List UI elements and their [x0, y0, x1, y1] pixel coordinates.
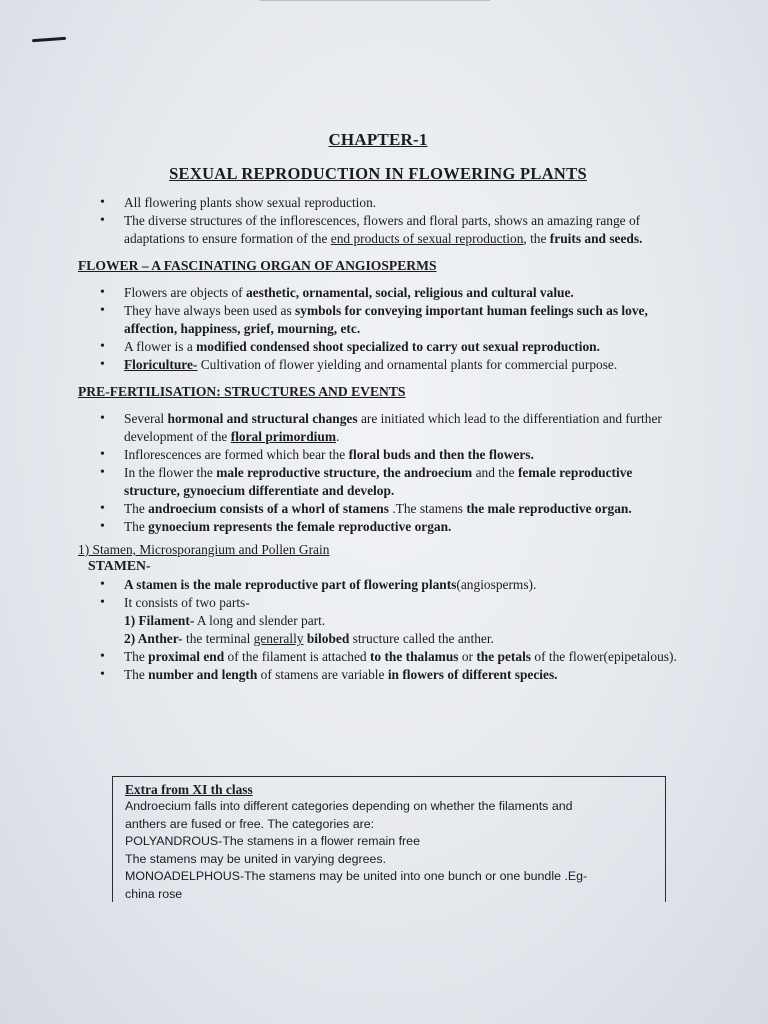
extra-line: The stamens may be united in varying degrees. — [125, 851, 387, 866]
stamen-part-1 — [78, 612, 678, 630]
point-bold: male reproductive structure, the androecium — [216, 465, 473, 480]
point-text: The — [124, 667, 149, 682]
point-bold: in flowers of different species. — [387, 667, 558, 682]
stamen-heading-text: 1) Stamen, Microsporangium and Pollen Grain — [78, 542, 330, 557]
list-item — [78, 500, 678, 518]
point-text: They have always been used as — [124, 303, 296, 318]
point-bold: Floriculture- — [124, 357, 198, 372]
list-item — [78, 464, 678, 500]
list-item — [78, 518, 678, 536]
point-bold: modified condensed shoot specialized to carry out sexual reproduction. — [196, 339, 600, 354]
list-item — [78, 594, 678, 612]
part-label: 2) Anther- — [124, 631, 183, 646]
point-text: (angiosperms). — [456, 577, 537, 592]
extra-info-box — [112, 776, 666, 902]
part-text: A long and slender part. — [194, 613, 326, 628]
intro-list — [78, 194, 678, 248]
intro-point-text: , the — [523, 231, 550, 246]
point-bold: to the thalamus — [369, 649, 459, 664]
extra-box-title: Extra from XI th class — [125, 782, 253, 797]
part-text: structure called the anther. — [349, 631, 494, 646]
point-text: .The stamens — [388, 501, 467, 516]
list-item — [78, 356, 678, 374]
stamen-subheading: STAMEN- — [88, 558, 151, 573]
point-bold: androecium consists of a whorl of stamens — [148, 501, 389, 516]
stamen-list — [78, 576, 678, 612]
extra-line: china rose — [125, 886, 183, 901]
list-item — [78, 284, 678, 302]
part-text-underlined: generally — [253, 631, 304, 646]
term-label: MONOADELPHOUS- — [125, 869, 245, 883]
point-bold: aesthetic, ornamental, social, religious and cultural value. — [245, 285, 574, 300]
point-bold: the petals — [476, 649, 532, 664]
point-text: It consists of two parts- — [124, 595, 250, 610]
list-item — [78, 648, 678, 666]
point-text: Cultivation of flower yielding and ornamental plants for commercial purpose. — [197, 357, 618, 372]
point-text: The — [124, 649, 149, 664]
point-text: Inflorescences are formed which bear the — [124, 447, 349, 462]
term-text: The stamens may be united into one bunch or one bundle .Eg- — [244, 869, 588, 883]
point-bold: gynoecium represents the female reproductive organ. — [148, 519, 452, 534]
point-bold: female reproductive structure, gynoecium differentiate and develop. — [124, 465, 633, 498]
list-item — [78, 302, 678, 338]
section-heading-stamen — [78, 542, 678, 558]
section-heading-flower: FLOWER – A FASCINATING ORGAN OF ANGIOSPERMS — [78, 258, 437, 273]
extra-line: Androecium falls into different categories depending on whether the filaments and — [125, 799, 573, 813]
intro-point-bold: fruits and seeds. — [549, 231, 643, 246]
point-bold: the male reproductive organ. — [466, 501, 632, 516]
point-text: Flowers are objects of — [124, 285, 246, 300]
part-label: 1) Filament- — [124, 613, 195, 628]
chapter-title: SEXUAL REPRODUCTION IN FLOWERING PLANTS — [169, 164, 587, 183]
point-bold-underlined: floral primordium — [230, 429, 336, 444]
point-bold: hormonal and structural changes — [167, 411, 358, 426]
list-item — [78, 194, 678, 212]
point-text: Several — [124, 411, 168, 426]
flower-list — [78, 284, 678, 374]
point-bold: symbols for conveying important human feelings such as love, affection, happiness, grief, mourning, etc. — [124, 303, 648, 336]
point-text: and the — [472, 465, 518, 480]
part-bold: bilobed — [306, 631, 350, 646]
point-bold: A stamen — [124, 577, 181, 592]
point-text: of the filament is attached — [224, 649, 370, 664]
document-body — [78, 130, 678, 684]
page-edge-line — [260, 0, 490, 1]
point-text: The — [124, 501, 149, 516]
intro-point-text: All flowering plants show sexual reproduction. — [124, 195, 377, 210]
point-text: In the flower the — [124, 465, 217, 480]
point-text: are initiated which lead to the differentiation and further development of the — [124, 411, 662, 444]
point-bold: proximal end — [148, 649, 225, 664]
point-text: A flower is a — [124, 339, 197, 354]
point-text: or — [458, 649, 477, 664]
prefertilisation-list — [78, 410, 678, 536]
intro-point-underlined: end products of sexual reproduction — [330, 231, 524, 246]
list-item — [78, 666, 678, 684]
term-text: The stamens in a flower remain free — [222, 834, 420, 848]
point-text: The — [124, 519, 149, 534]
point-text: of stamens are variable — [257, 667, 388, 682]
list-item — [78, 576, 678, 594]
extra-line — [125, 833, 665, 851]
point-bold: floral buds and then the flowers. — [348, 447, 534, 462]
point-text: . — [336, 429, 340, 444]
stamen-list-continued — [78, 648, 678, 684]
point-bold: is the male reproductive part of flowering plants — [180, 577, 457, 592]
term-label: POLYANDROUS- — [125, 834, 223, 848]
list-item — [78, 446, 678, 464]
point-bold: number and length — [148, 667, 258, 682]
part-text: the terminal — [182, 631, 254, 646]
section-heading-prefertilisation: PRE-FERTILISATION: STRUCTURES AND EVENTS — [78, 384, 406, 399]
chapter-heading: CHAPTER-1 — [328, 130, 428, 149]
list-item — [78, 410, 678, 446]
list-item — [78, 338, 678, 356]
list-item — [78, 212, 678, 248]
pen-mark — [32, 37, 66, 42]
extra-line — [125, 868, 665, 886]
intro-point-text: The diverse structures of the inflorescences, flowers and floral parts, shows an amazing range of adaptations to ensure formation of the — [124, 213, 641, 246]
stamen-part-2 — [78, 630, 678, 648]
point-text: of the flower(epipetalous). — [531, 649, 677, 664]
extra-line: anthers are fused or free. The categories are: — [125, 816, 375, 831]
